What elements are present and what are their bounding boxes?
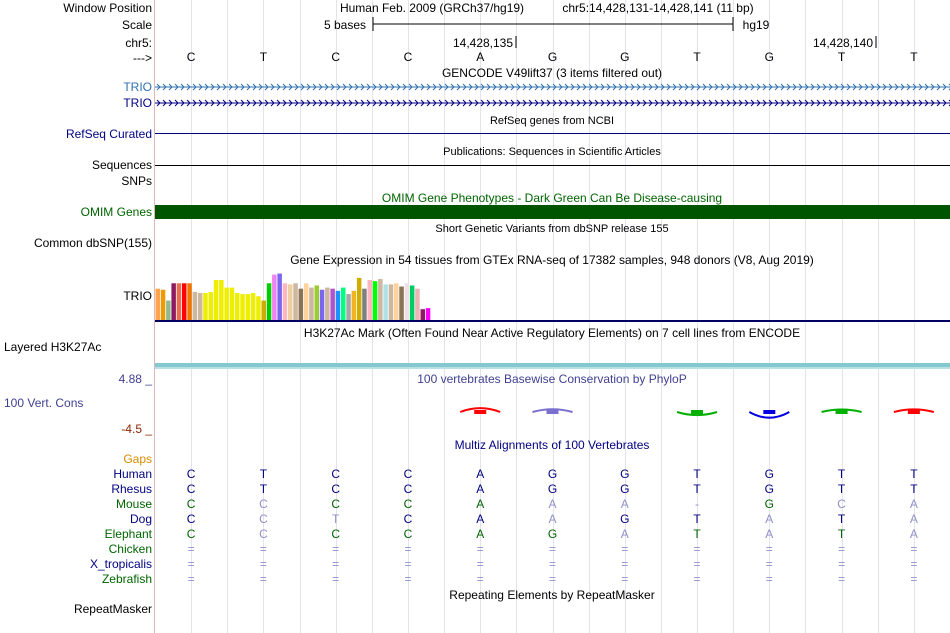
gtex-bar — [193, 292, 198, 320]
scale-db-text: hg19 — [742, 18, 770, 32]
alignment-base: T — [693, 467, 701, 481]
refseq-title: RefSeq genes from NCBI — [489, 115, 615, 127]
gtex-bar — [203, 293, 208, 320]
alignment-base: G — [620, 512, 630, 526]
alignment-base: A — [476, 482, 485, 496]
window-position-label[interactable]: Window Position — [63, 1, 152, 15]
alignment-base: G — [764, 497, 774, 511]
alignment-base: = — [332, 557, 340, 571]
gtex-bar — [368, 280, 373, 320]
reference-base: T — [837, 50, 846, 64]
gtex-bar — [426, 308, 431, 320]
alignment-base: C — [331, 527, 340, 541]
gtex-bar — [378, 279, 383, 320]
alignment-base: = — [621, 557, 629, 571]
reference-base: G — [547, 50, 558, 64]
repeatmasker-title: Repeating Elements by RepeatMasker — [449, 588, 655, 602]
gtex-bar — [187, 283, 192, 320]
alignment-base: A — [476, 512, 485, 526]
alignment-base: = — [187, 557, 195, 571]
alignment-base: = — [476, 572, 484, 586]
alignment-base: T — [259, 482, 268, 496]
gtex-bar — [320, 290, 325, 320]
alignment-base: = — [476, 557, 484, 571]
refseq-label[interactable]: RefSeq Curated — [65, 127, 152, 141]
coordinate-2: 14,428,140 — [812, 36, 874, 50]
gtex-bar — [394, 283, 399, 320]
gtex-bar — [219, 280, 224, 320]
gtex-title: Gene Expression in 54 tissues from GTEx RNA-seq of 17382 samples, 948 donors (V8, Aug 2019) — [290, 253, 814, 267]
alignment-base: = — [765, 542, 773, 556]
multiz-title: Multiz Alignments of 100 Vertebrates — [454, 438, 650, 452]
gtex-bar — [182, 283, 187, 320]
alignment-base: = — [838, 557, 846, 571]
gtex-bar — [256, 296, 261, 320]
alignment-base: T — [332, 512, 340, 526]
alignment-base: G — [620, 467, 630, 481]
alignment-base: = — [548, 557, 556, 571]
gtex-bar — [161, 290, 166, 320]
alignment-base: T — [693, 512, 701, 526]
gtex-bar — [224, 288, 229, 320]
alignment-base: A — [548, 497, 557, 511]
dbsnp-label[interactable]: Common dbSNP(155) — [33, 236, 152, 250]
alignment-base: A — [476, 497, 485, 511]
gtex-bar — [177, 283, 182, 320]
alignment-base: G — [764, 482, 774, 496]
alignment-base: C — [403, 512, 413, 526]
strand-arrow-label[interactable]: ---> — [133, 51, 152, 65]
alignment-base: = — [910, 572, 918, 586]
gtex-bar — [262, 301, 267, 320]
alignment-base: = — [187, 572, 195, 586]
reference-base: T — [910, 50, 918, 64]
alignment-base: T — [693, 527, 701, 541]
gtex-bar — [352, 291, 357, 320]
alignment-base: = — [621, 542, 629, 556]
alignment-base: T — [910, 482, 918, 496]
reference-base: T — [259, 50, 268, 64]
phylop-mark-core — [763, 410, 775, 414]
phylop-mark-core — [547, 410, 559, 414]
alignment-base: C — [259, 527, 268, 541]
gtex-bar — [399, 287, 404, 320]
gtex-bar — [304, 283, 309, 320]
reference-base: A — [476, 50, 485, 64]
gtex-bar — [156, 289, 161, 320]
gtex-bar — [272, 275, 277, 320]
alignment-base: A — [620, 527, 629, 541]
alignment-base: G — [620, 482, 630, 496]
h3k27ac-title: H3K27Ac Mark (Often Found Near Active Regulatory Elements) on 7 cell lines from ENCODE — [303, 326, 801, 340]
alignment-base: C — [186, 527, 196, 541]
alignment-base: A — [909, 512, 918, 526]
alignment-base: = — [693, 557, 701, 571]
gencode-title: GENCODE V49lift37 (3 items filtered out) — [441, 66, 663, 80]
alignment-base: C — [837, 497, 846, 511]
gencode-trio-label-2[interactable]: TRIO — [123, 96, 152, 110]
track-graphics — [155, 0, 950, 633]
alignment-base: A — [909, 527, 918, 541]
gtex-bar — [240, 294, 245, 320]
omim-label[interactable]: OMIM Genes — [80, 205, 152, 219]
alignment-base: = — [259, 557, 267, 571]
publications-title: Publications: Sequences in Scientific Articles — [443, 146, 661, 158]
gtex-bar — [198, 293, 203, 320]
alignment-base: = — [259, 542, 267, 556]
alignment-base: C — [186, 482, 196, 496]
alignment-base: = — [476, 542, 484, 556]
alignment-base: = — [332, 572, 340, 586]
alignment-base: C — [259, 497, 268, 511]
alignment-base: G — [547, 467, 558, 481]
alignment-base: T — [837, 467, 846, 481]
gtex-bar — [357, 278, 362, 320]
alignment-base: = — [621, 572, 629, 586]
alignment-base: C — [259, 512, 268, 526]
h3k27ac-label[interactable]: Layered H3K27Ac — [4, 340, 102, 354]
gtex-bar — [171, 283, 176, 320]
phylop-title: 100 vertebrates Basewise Conservation by PhyloP — [417, 372, 687, 386]
alignment-base: G — [547, 482, 558, 496]
alignment-base: - — [695, 497, 700, 511]
gencode-trio-label[interactable]: TRIO — [123, 80, 152, 94]
alignment-base: C — [186, 497, 196, 511]
gtex-bar — [373, 281, 378, 320]
snps-label[interactable]: SNPs — [121, 174, 152, 188]
reference-base: C — [331, 50, 340, 64]
alignment-base: G — [547, 527, 558, 541]
gtex-bar — [415, 289, 420, 320]
alignment-base: = — [548, 572, 556, 586]
species-label-human: Human — [113, 467, 152, 481]
repeatmasker-label[interactable]: RepeatMasker — [73, 602, 152, 616]
species-label-mouse: Mouse — [115, 497, 152, 511]
alignment-base: = — [404, 557, 412, 571]
gtex-bar — [309, 288, 314, 320]
phylop-mark-core — [474, 410, 486, 414]
gtex-bar — [389, 284, 394, 320]
gtex-bar — [277, 274, 282, 320]
assembly-text: Human Feb. 2009 (GRCh37/hg19) — [339, 1, 525, 15]
gtex-bar — [166, 301, 171, 320]
gtex-bar — [410, 285, 415, 320]
chr-label: chr5: — [125, 36, 152, 50]
gtex-bar — [421, 309, 426, 320]
alignment-base: = — [548, 542, 556, 556]
gtex-bar — [235, 293, 240, 320]
phylop-mark-core — [908, 410, 920, 414]
alignment-base: A — [765, 527, 774, 541]
cons-label[interactable]: 100 Vert. Cons — [4, 396, 84, 410]
phylop-mark-core — [836, 410, 848, 414]
gtex-bar — [362, 289, 367, 320]
omim-title: OMIM Gene Phenotypes - Dark Green Can Be Disease-causing — [381, 191, 723, 205]
alignment-base: = — [838, 542, 846, 556]
species-label-x-tropicalis: X_tropicalis — [89, 557, 152, 571]
reference-base: C — [403, 50, 413, 64]
gtex-bar — [330, 289, 335, 320]
alignment-base: = — [404, 572, 412, 586]
species-label-elephant: Elephant — [104, 527, 152, 541]
alignment-base: A — [476, 527, 485, 541]
alignment-base: = — [693, 572, 701, 586]
alignment-base: A — [620, 497, 629, 511]
species-label-zebrafish: Zebrafish — [101, 572, 152, 586]
track-image[interactable] — [155, 0, 950, 633]
gtex-bar — [283, 283, 288, 320]
gtex-bar — [346, 294, 351, 320]
alignment-base: C — [186, 512, 196, 526]
position-text: chr5:14,428,131-14,428,141 (11 bp) — [562, 1, 754, 15]
alignment-base: T — [837, 527, 846, 541]
reference-base: C — [186, 50, 196, 64]
gtex-bar — [299, 289, 304, 320]
gtex-bar — [214, 280, 219, 320]
reference-base: T — [693, 50, 701, 64]
alignment-base: = — [838, 572, 846, 586]
alignment-base: T — [693, 482, 701, 496]
scale-label[interactable]: Scale — [121, 18, 152, 32]
alignment-base: = — [332, 542, 340, 556]
alignment-base: = — [693, 542, 701, 556]
cons-max-label: 4.88 _ — [118, 372, 152, 386]
gtex-bar — [293, 283, 298, 320]
alignment-base: C — [403, 527, 413, 541]
gtex-trio-label[interactable]: TRIO — [123, 289, 152, 303]
gtex-bar — [267, 283, 272, 320]
alignment-base: C — [403, 467, 413, 481]
coordinate-1: 14,428,135 — [452, 36, 514, 50]
alignment-base: T — [837, 512, 846, 526]
species-label-rhesus: Rhesus — [111, 482, 152, 496]
alignment-base: C — [331, 467, 340, 481]
alignment-base: C — [331, 497, 340, 511]
alignment-base: = — [765, 572, 773, 586]
gtex-bar — [341, 288, 346, 320]
gtex-bar — [315, 285, 320, 320]
dbsnp-title: Short Genetic Variants from dbSNP release 155 — [435, 223, 669, 235]
alignment-base: A — [909, 497, 918, 511]
alignment-base: = — [910, 542, 918, 556]
alignment-base: T — [837, 482, 846, 496]
cons-min-label: -4.5 _ — [121, 422, 152, 436]
gaps-label: Gaps — [123, 452, 152, 466]
reference-base: G — [764, 50, 774, 64]
alignment-base: G — [764, 467, 774, 481]
gtex-bar — [405, 283, 410, 320]
track-labels — [0, 0, 154, 633]
alignment-base: A — [476, 467, 485, 481]
alignment-base: C — [403, 497, 413, 511]
alignment-base: T — [259, 467, 268, 481]
species-label-chicken: Chicken — [108, 542, 152, 556]
gtex-bar — [288, 284, 293, 320]
sequences-label[interactable]: Sequences — [91, 158, 152, 172]
alignment-base: = — [404, 542, 412, 556]
alignment-base: C — [331, 482, 340, 496]
alignment-base: C — [186, 467, 196, 481]
species-label-dog: Dog — [129, 512, 152, 526]
gtex-bar — [251, 293, 256, 320]
gtex-bar — [230, 288, 235, 320]
gtex-bar — [336, 291, 341, 320]
alignment-base: = — [910, 557, 918, 571]
reference-base: G — [620, 50, 630, 64]
alignment-base: A — [548, 512, 557, 526]
gtex-bar — [383, 284, 388, 320]
scale-bar-text: 5 bases — [323, 18, 367, 32]
alignment-base: = — [259, 572, 267, 586]
alignment-base: A — [765, 512, 774, 526]
phylop-mark-core — [691, 410, 703, 414]
gtex-bar — [325, 288, 330, 320]
gtex-bar — [246, 294, 251, 320]
alignment-base: C — [403, 482, 413, 496]
gtex-bar — [209, 292, 214, 320]
alignment-base: T — [910, 467, 918, 481]
alignment-base: = — [765, 557, 773, 571]
alignment-base: = — [187, 542, 195, 556]
